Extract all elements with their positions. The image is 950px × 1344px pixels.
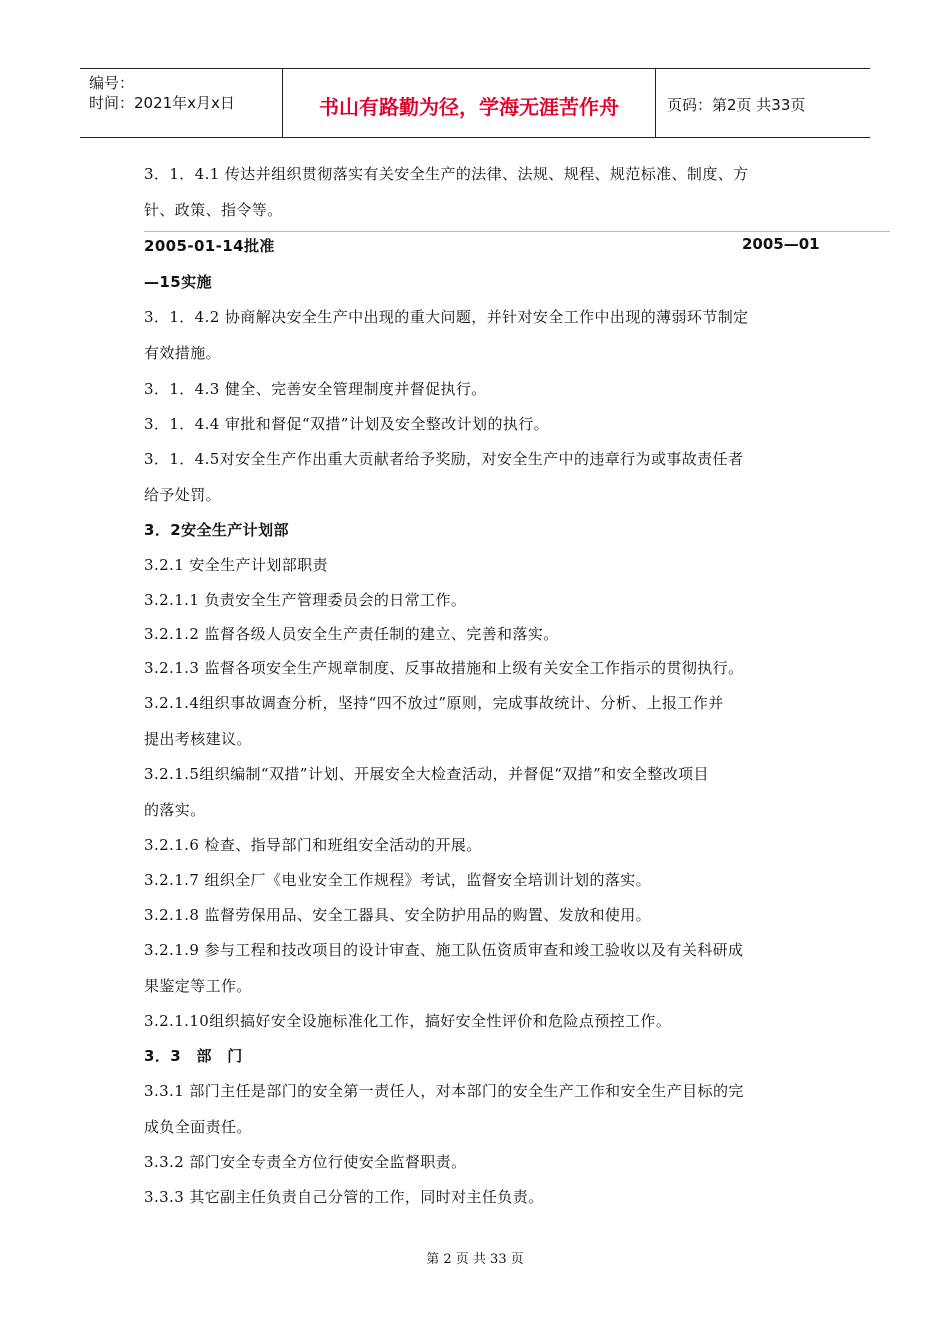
body-line: 成负全面责任。 (144, 1118, 252, 1136)
body-line: 有效措施。 (144, 344, 222, 362)
body-line: 3.2.1.2 监督各级人员安全生产责任制的建立、完善和落实。 (144, 625, 559, 643)
motto: 书山有路勤为径，学海无涯苦作舟 (319, 95, 619, 119)
implementation-date-end: —15实施 (144, 273, 212, 291)
implementation-date-start: 2005—01 (742, 235, 820, 253)
body-line: 3．1．4.3 健全、完善安全管理制度并督促执行。 (144, 380, 487, 398)
approval-date: 2005-01-14批准 (144, 237, 275, 255)
body-line: 3.2.1.3 监督各项安全生产规章制度、反事故措施和上级有关安全工作指示的贯彻执行。 (144, 659, 744, 677)
body-line: 3.3.2 部门安全专责全方位行使安全监督职责。 (144, 1153, 467, 1171)
divider (144, 231, 890, 232)
body-line: 果鉴定等工作。 (144, 977, 252, 995)
body-line: 3.3.1 部门主任是部门的安全第一责任人，对本部门的安全生产工作和安全生产目标的完 (144, 1082, 744, 1100)
body-line: 给予处罚。 (144, 486, 222, 504)
body-line: 3．1．4.4 审批和督促“双措”计划及安全整改计划的执行。 (144, 415, 550, 433)
body-line: 3.2.1.10组织搞好安全设施标准化工作，搞好安全性评价和危险点预控工作。 (144, 1012, 672, 1030)
section-heading: 3．2安全生产计划部 (144, 521, 289, 539)
document-header (80, 68, 870, 138)
header-motto-cell (282, 69, 656, 137)
document-time-label: 时间：2021年x月x日 (89, 94, 235, 112)
section-heading: 3．3 部 门 (144, 1047, 243, 1065)
body-line: 的落实。 (144, 801, 206, 819)
document-number-label: 编号： (89, 74, 135, 92)
body-line: 针、政策、指令等。 (144, 201, 283, 219)
body-line: 3．1．4.2 协商解决安全生产中出现的重大问题，并针对安全工作中出现的薄弱环节制定 (144, 308, 749, 326)
body-line: 3.2.1.9 参与工程和技改项目的设计审查、施工队伍资质审查和竣工验收以及有关科研成 (144, 941, 744, 959)
body-line: 3．1．4.1 传达并组织贯彻落实有关安全生产的法律、法规、规程、规范标准、制度、方 (144, 165, 749, 183)
body-line: 3.2.1.5组织编制“双措”计划、开展安全大检查活动，并督促“双措”和安全整改项目 (144, 765, 709, 783)
body-line: 3.2.1.6 检查、指导部门和班组安全活动的开展。 (144, 836, 482, 854)
body-line: 3．1．4.5对安全生产作出重大贡献者给予奖励，对安全生产中的违章行为或事故责任者 (144, 450, 744, 468)
body-line: 3.2.1.4组织事故调查分析，坚持“四不放过”原则，完成事故统计、分析、上报工作并 (144, 694, 724, 712)
body-line: 3.2.1.8 监督劳保用品、安全工器具、安全防护用品的购置、发放和使用。 (144, 906, 652, 924)
header-page-info: 页码：第2页 共33页 (667, 96, 806, 114)
body-line: 3.2.1 安全生产计划部职责 (144, 556, 328, 574)
body-line: 提出考核建议。 (144, 730, 252, 748)
header-meta-cell (80, 69, 282, 137)
header-page-cell (655, 69, 870, 137)
body-line: 3.2.1.1 负责安全生产管理委员会的日常工作。 (144, 591, 467, 609)
body-line: 3.3.3 其它副主任负责自己分管的工作，同时对主任负责。 (144, 1188, 544, 1206)
body-line: 3.2.1.7 组织全厂《电业安全工作规程》考试，监督安全培训计划的落实。 (144, 871, 652, 889)
page-footer: 第 2 页 共 33 页 (426, 1252, 524, 1267)
